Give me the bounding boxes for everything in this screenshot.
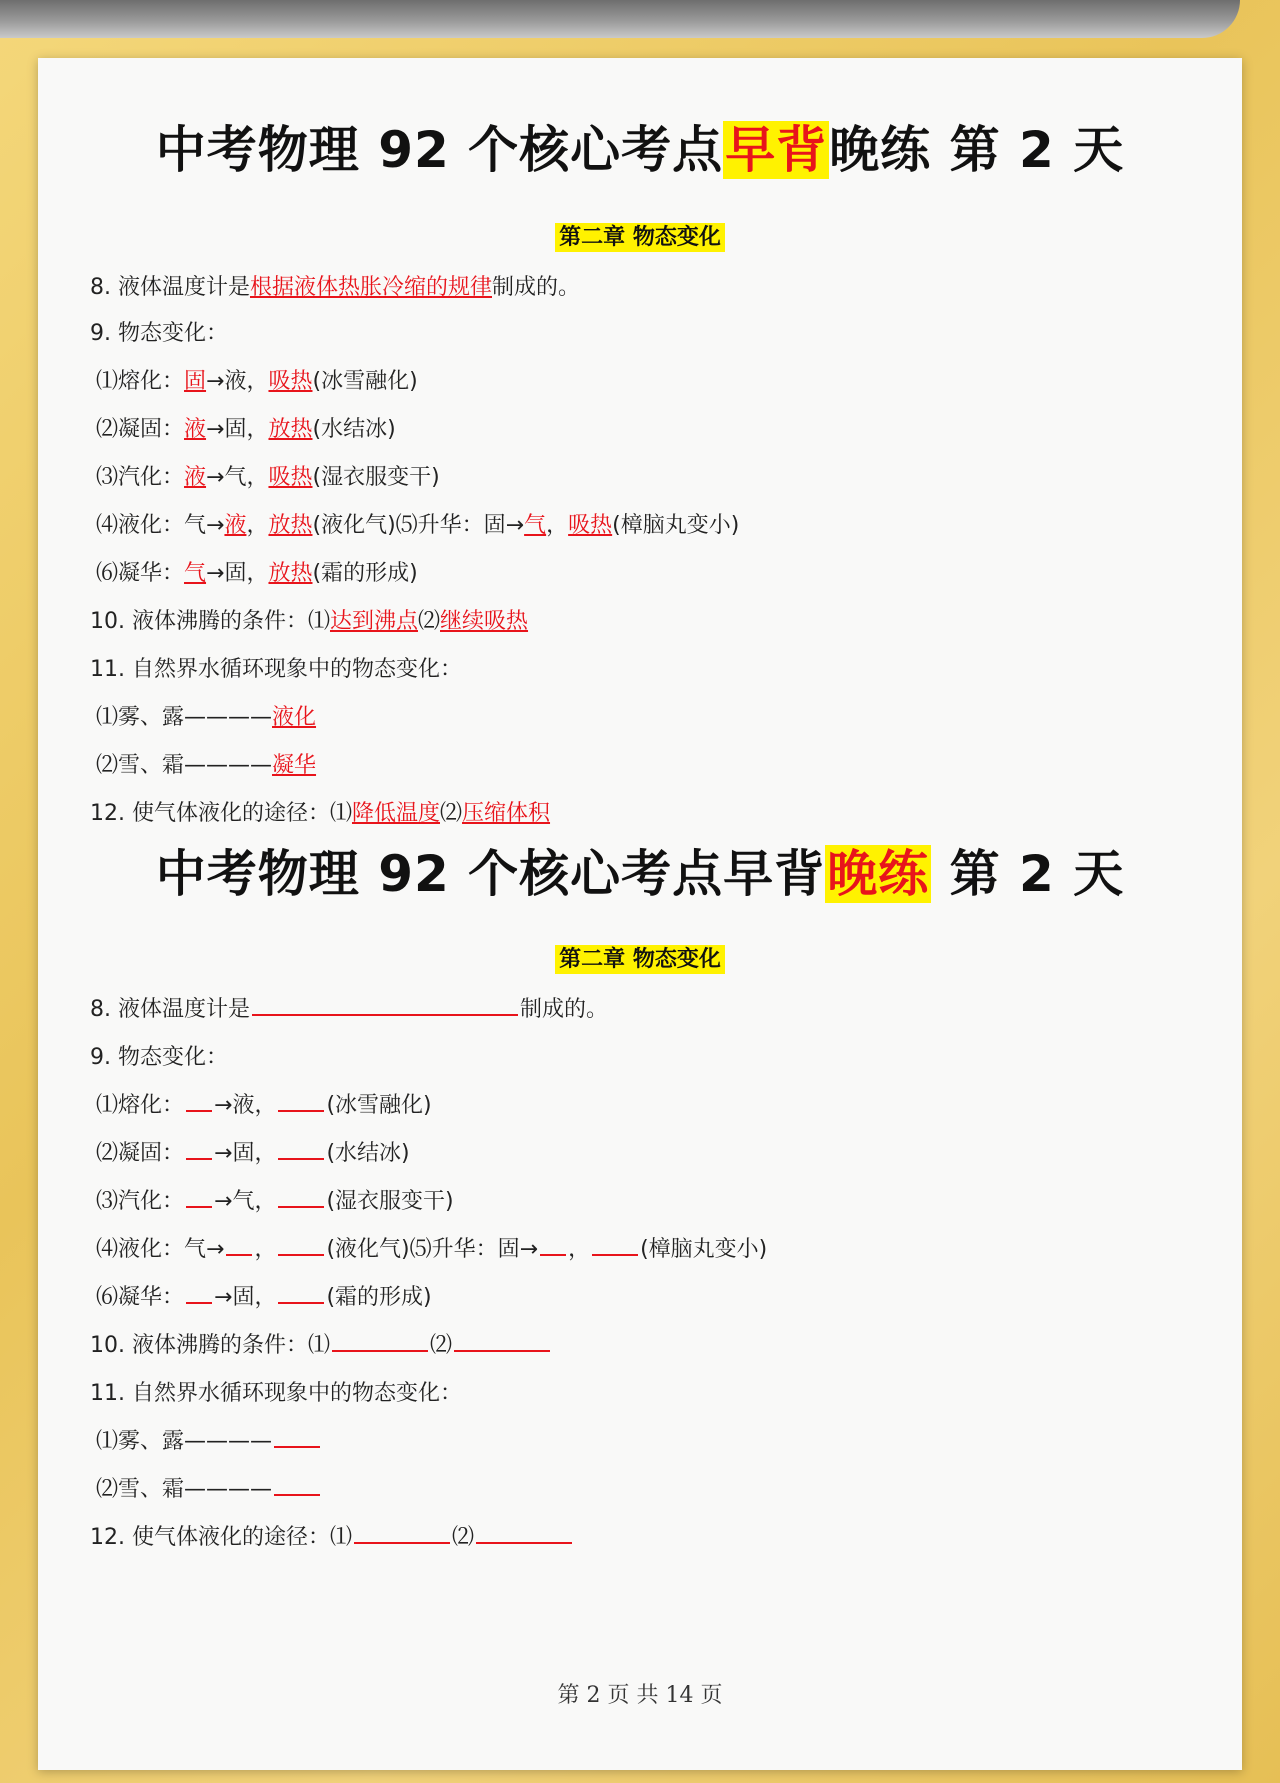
desublimate-line: ⑹凝华：气→固，放热(霜的形成) [96,561,418,586]
fill-blank[interactable] [332,1330,428,1352]
question-10-blank: 10. 液体沸腾的条件：⑴ ⑵ [90,1328,552,1359]
answer-text: 放热 [268,561,313,586]
clipboard-clip [0,0,1240,38]
title-text: 中考物理 92 个核心考点早背 [155,845,826,903]
fog-dew-line: ⑴雾、露————液化 [96,705,317,730]
title-text: 晚练 第 2 天 [829,121,1125,179]
answer-text: 吸热 [268,369,313,394]
answer-text: 液 [184,417,207,442]
answer-text: 吸热 [268,465,313,490]
title-text: 第 2 天 [931,845,1125,903]
answer-text: 降低温度 [351,801,440,826]
fill-blank[interactable] [278,1138,324,1160]
section1-title [38,110,1242,182]
question-12-blank: 12. 使气体液化的途径：⑴ ⑵ [90,1520,574,1551]
answer-text: 达到沸点 [329,609,418,634]
fill-blank[interactable] [226,1234,252,1256]
title-text: 中考物理 92 个核心考点 [155,121,724,179]
section1-chapter: 第二章 物态变化 [38,220,1242,251]
question-8: 8. 液体温度计是根据液体热胀冷缩的规律制成的。 [90,275,581,300]
answer-text: 继续吸热 [440,609,529,634]
question-8-blank: 8. 液体温度计是 制成的。 [90,992,608,1023]
question-9: 9. 物态变化： [90,321,228,346]
title-highlight: 早背 [725,121,828,179]
snow-frost-blank-line: ⑵雪、霜———— [96,1472,322,1503]
fill-blank[interactable] [252,994,518,1016]
fill-blank[interactable] [476,1522,572,1544]
fill-blank[interactable] [592,1234,638,1256]
fill-blank[interactable] [278,1282,324,1304]
title-highlight: 晚练 [827,845,930,903]
solidify-line: ⑵凝固：液→固，放热(水结冰) [96,417,396,442]
page-number: 第 2 页 共 14 页 [557,1683,723,1708]
fill-blank[interactable] [186,1282,212,1304]
vaporize-line: ⑶汽化：液→气，吸热(湿衣服变干) [96,465,440,490]
worksheet-paper [38,58,1242,1770]
answer-text: 液化 [272,705,317,730]
fill-blank[interactable] [278,1234,324,1256]
fill-blank[interactable] [278,1090,324,1112]
melting-line: ⑴熔化：固→液，吸热(冰雪融化) [96,369,418,394]
liquefy-sublimate-line: ⑷液化：气→液，放热(液化气)⑸升华：固→气，吸热(樟脑丸变小) [96,513,740,538]
answer-text: 气 [184,561,207,586]
answer-text: 液 [224,513,247,538]
fill-blank[interactable] [274,1426,320,1448]
question-12: 12. 使气体液化的途径：⑴降低温度⑵压缩体积 [90,801,551,826]
answer-text: 吸热 [568,513,613,538]
fill-blank[interactable] [274,1474,320,1496]
snow-frost-line: ⑵雪、霜————凝华 [96,753,317,778]
section2-title [38,834,1242,906]
vaporize-blank-line: ⑶汽化： →气， (湿衣服变干) [96,1184,454,1215]
fill-blank[interactable] [186,1138,212,1160]
answer-text: 固 [184,369,207,394]
question-10: 10. 液体沸腾的条件：⑴达到沸点⑵继续吸热 [90,609,529,634]
fill-blank[interactable] [540,1234,566,1256]
melting-blank-line: ⑴熔化： →液， (冰雪融化) [96,1088,432,1119]
answer-text: 放热 [268,417,313,442]
section2-chapter: 第二章 物态变化 [38,942,1242,973]
solidify-blank-line: ⑵凝固： →固， (水结冰) [96,1136,410,1167]
question-9-blank: 9. 物态变化： [90,1045,228,1070]
answer-text: 凝华 [272,753,317,778]
answer-text: 根据液体热胀冷缩的规律 [249,275,492,300]
desublimate-blank-line: ⑹凝华： →固， (霜的形成) [96,1280,432,1311]
answer-text: 压缩体积 [462,801,551,826]
answer-text: 放热 [268,513,313,538]
fill-blank[interactable] [278,1186,324,1208]
question-11-blank: 11. 自然界水循环现象中的物态变化： [90,1381,462,1406]
fill-blank[interactable] [186,1186,212,1208]
fog-dew-blank-line: ⑴雾、露———— [96,1424,322,1455]
fill-blank[interactable] [454,1330,550,1352]
answer-text: 液 [184,465,207,490]
answer-text: 气 [524,513,547,538]
fill-blank[interactable] [354,1522,450,1544]
fill-blank[interactable] [186,1090,212,1112]
liquefy-sublimate-blank-line: ⑷液化：气→ ， (液化气)⑸升华：固→ ， (樟脑丸变小) [96,1232,767,1263]
question-11: 11. 自然界水循环现象中的物态变化： [90,657,462,682]
